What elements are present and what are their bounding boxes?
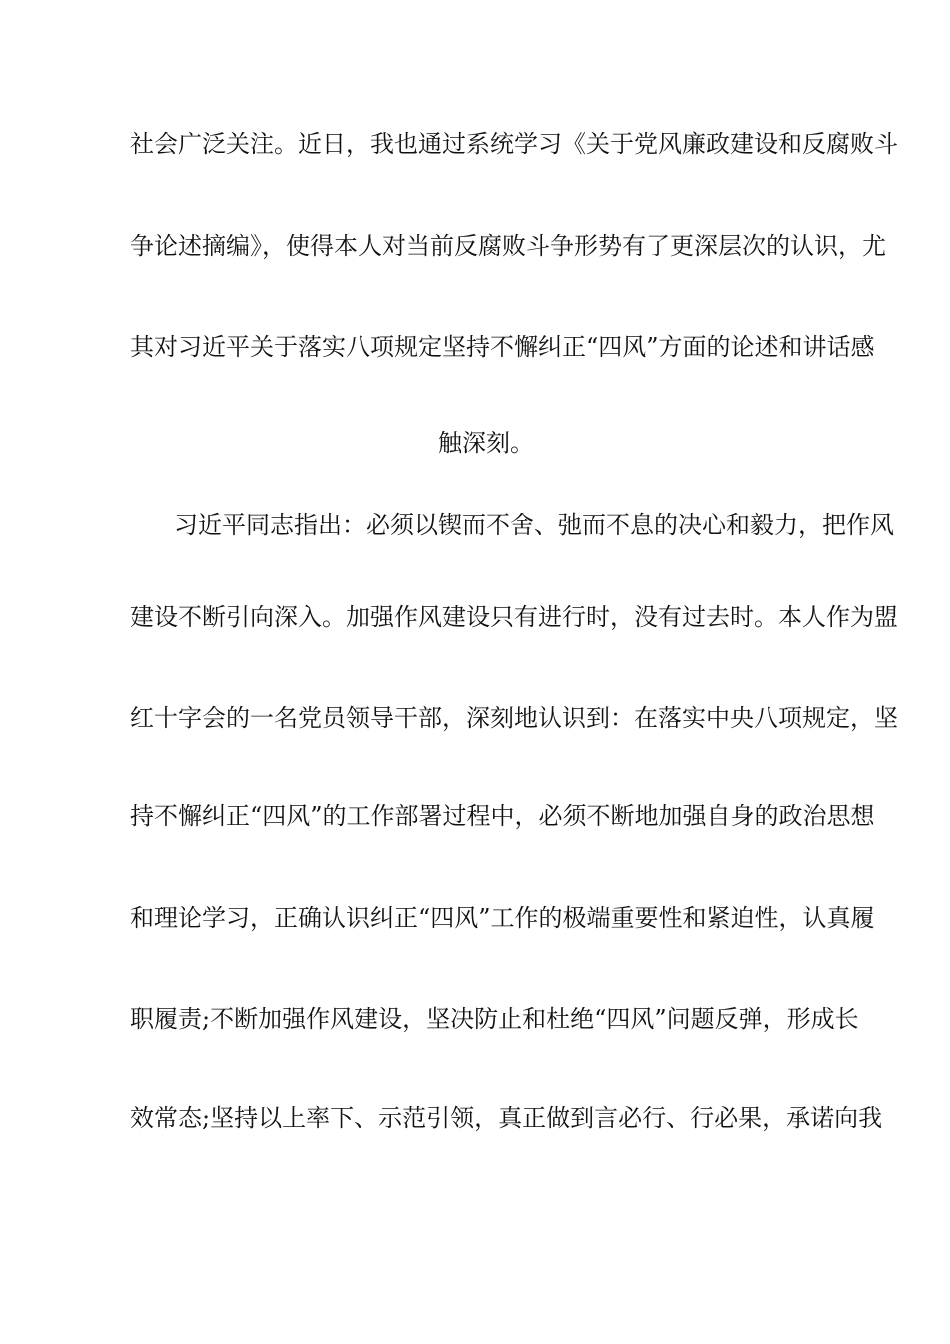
text-line-9: 和理论学习，正确认识纠正“四风”工作的极端重要性和紧迫性，认真履 [130, 904, 875, 932]
text-line-2: 争论述摘编》，使得本人对当前反腐败斗争形势有了更深层次的认识，尤 [130, 232, 886, 260]
text-line-4: 触深刻。 [438, 429, 534, 457]
text-line-11: 效常态;坚持以上率下、示范引领，真正做到言必行、行必果，承诺向我 [130, 1104, 883, 1132]
text-line-1: 社会广泛关注。近日，我也通过系统学习《关于党风廉政建设和反腐败斗 [130, 130, 898, 158]
paragraph-first-line: 习近平同志指出：必须以锲而不舍、弛而不息的决心和毅力，把作风 [174, 511, 894, 539]
text-line-3: 其对习近平关于落实八项规定坚持不懈纠正“四风”方面的论述和讲话感 [130, 333, 875, 361]
text-line-7: 红十字会的一名党员领导干部，深刻地认识到：在落实中央八项规定，坚 [130, 704, 898, 732]
text-line-6: 建设不断引向深入。加强作风建设只有进行时，没有过去时。本人作为盟 [130, 603, 898, 631]
text-line-10: 职履责;不断加强作风建设，坚决防止和杜绝“四风”问题反弹，形成长 [130, 1005, 859, 1033]
text-line-8: 持不懈纠正“四风”的工作部署过程中，必须不断地加强自身的政治思想 [130, 802, 875, 830]
